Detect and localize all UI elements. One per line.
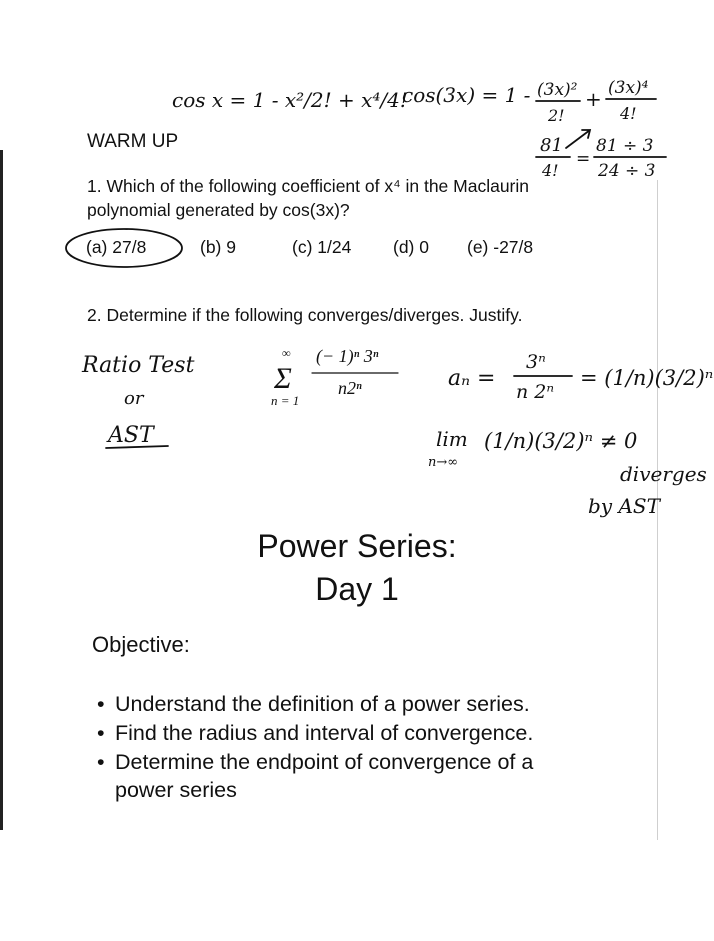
choice-e: (e) -27/8 (467, 237, 534, 257)
question-1-line1: 1. Which of the following coefficient of x⁴ in the Maclaurin (87, 176, 530, 196)
hw-diverges: diverges (620, 462, 707, 486)
choice-d: (d) 0 (393, 237, 429, 257)
bullet-icon: • (97, 692, 105, 716)
hw-cos3x-num2: (3x)² (537, 80, 578, 100)
choice-c: (c) 1/24 (292, 237, 352, 257)
sum-lower-limit: n = 1 (271, 393, 300, 408)
hw-an-num: 3ⁿ (526, 351, 546, 373)
hw-or: or (124, 388, 144, 409)
hw-by-ast: by AST (588, 494, 660, 518)
bullet-icon: • (97, 721, 105, 745)
bullet-icon: • (97, 750, 105, 774)
hw-div-den: 24 ÷ 3 (598, 161, 656, 181)
sum-upper-limit: ∞ (282, 346, 291, 360)
choice-b: (b) 9 (200, 237, 236, 257)
hw-plus: + (585, 87, 602, 111)
objective-item (97, 692, 530, 717)
hw-cos3x-den2: 2! (548, 106, 565, 125)
objective-text-continued: power series (115, 778, 237, 802)
hw-ast: AST (108, 423, 154, 448)
hw-an-den: n 2ⁿ (516, 381, 555, 403)
objective-text: Find the radius and interval of convergence. (115, 721, 534, 745)
warmup-heading: WARM UP (87, 131, 179, 152)
sigma-symbol: Σ (274, 362, 292, 395)
hw-div-num: 81 ÷ 3 (596, 136, 654, 156)
hw-cos3x-start: cos(3x) = 1 - (402, 83, 531, 107)
question-2: 2. Determine if the following converges/diverges. Justify. (87, 305, 523, 325)
hw-equals: = (576, 149, 591, 169)
hw-an-label: aₙ = (448, 366, 496, 391)
hw-an-eq2: = (1/n)(3/2)ⁿ (580, 366, 714, 390)
hw-lim-label: lim (436, 427, 468, 451)
hw-lim-expr: (1/n)(3/2)ⁿ ≠ 0 (484, 429, 638, 453)
series-numerator: (− 1)ⁿ 3ⁿ (316, 346, 379, 366)
question-1-line2: polynomial generated by cos(3x)? (87, 200, 350, 220)
hw-arrow-icon (566, 130, 590, 148)
hw-frac81-den: 4! (542, 161, 559, 180)
hw-lim-sub: n→∞ (428, 455, 459, 470)
hw-cos3x-den4: 4! (620, 104, 637, 123)
objective-label: Objective: (92, 632, 190, 657)
hw-cos3x-num4: (3x)⁴ (608, 78, 649, 98)
hw-frac81-num: 81 (540, 135, 563, 156)
hw-ratio-test: Ratio Test (82, 353, 195, 378)
objective-text: Determine the endpoint of convergence of a (115, 750, 534, 774)
hw-cos-series: cos x = 1 - x²/2! + x⁴/4! (172, 88, 408, 112)
objective-item (97, 721, 533, 746)
objective-text: Understand the definition of a power series. (115, 692, 530, 716)
choice-a: (a) 27/8 (86, 237, 147, 257)
objective-item (97, 750, 533, 775)
lesson-title: Power Series: (257, 528, 457, 564)
lesson-subtitle: Day 1 (315, 571, 399, 607)
series-denominator: n2ⁿ (338, 378, 362, 398)
